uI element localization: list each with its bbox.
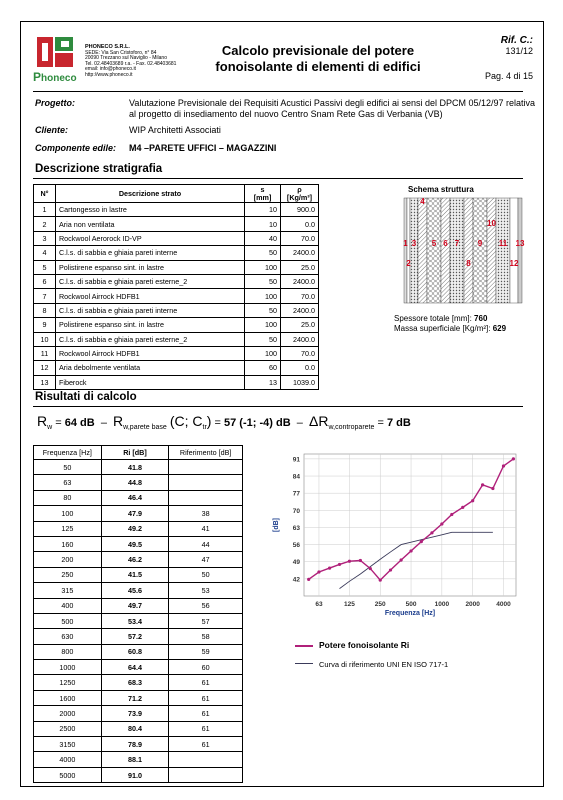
table-row [34, 246, 319, 260]
schema-layer-label: 3 [411, 239, 417, 248]
ri-chart [266, 448, 536, 618]
cell-rho: 25.0 [281, 260, 319, 274]
table-row [34, 660, 243, 675]
title-line: Calcolo previsionale del potere [221, 43, 415, 58]
cell-n: 9 [34, 318, 56, 332]
table-row [34, 552, 243, 567]
cell-s: 100 [245, 289, 281, 303]
table-row [34, 332, 319, 346]
cell-rif: 61 [169, 706, 243, 721]
y-axis-label: [dB] [273, 518, 280, 532]
col-desc: Descrizione strato [55, 185, 244, 203]
cell-n: 7 [34, 289, 56, 303]
table-row [34, 217, 319, 231]
x-tick-label: 125 [343, 601, 355, 608]
cell-rho: 70.0 [281, 346, 319, 360]
cliente-value: WIP Architetti Associati [129, 125, 221, 135]
cell-ri: 47.9 [101, 506, 169, 521]
schema-layer-label: 2 [406, 259, 411, 268]
cell-rho: 70.0 [281, 289, 319, 303]
cell-rho: 2400.0 [281, 303, 319, 317]
ri-data-point [491, 487, 494, 490]
cell-rif: 50 [169, 567, 243, 582]
company-line: http://www.phoneco.it [85, 71, 133, 78]
cell-rif: 61 [169, 721, 243, 736]
table-row [34, 583, 243, 598]
schema-layer-label: 7 [454, 239, 460, 248]
mass-value: 629 [492, 324, 507, 333]
schema-layer [418, 198, 427, 303]
cell-rho: 900.0 [281, 203, 319, 217]
table-row [34, 690, 243, 705]
ri-data-point [389, 568, 392, 571]
ri-data-point [512, 457, 515, 460]
componente-label: Componente edile: [35, 143, 117, 153]
col-rho [281, 185, 319, 203]
table-row [34, 274, 319, 288]
cell-rif [169, 752, 243, 767]
schema-layer [473, 198, 487, 303]
ri-data-point [328, 566, 331, 569]
thickness-row [394, 314, 506, 324]
cell-f: 80 [34, 490, 102, 505]
cell-f: 400 [34, 598, 102, 613]
cell-ri: 46.2 [101, 552, 169, 567]
cell-f: 63 [34, 475, 102, 490]
col-ri [101, 446, 169, 460]
cell-desc: C.l.s. di sabbia e ghiaia pareti interne [55, 246, 244, 260]
cell-rho: 0.0 [281, 361, 319, 375]
cell-f: 315 [34, 583, 102, 598]
cell-n: 3 [34, 231, 56, 245]
cell-s: 100 [245, 260, 281, 274]
legend-label-ref: Curva di riferimento UNI EN ISO 717-1 [319, 660, 449, 669]
cell-s: 60 [245, 361, 281, 375]
x-tick-label: 2000 [465, 601, 480, 608]
cell-rif [169, 490, 243, 505]
ri-data-point [420, 540, 423, 543]
table-row [34, 675, 243, 690]
col-freq: Frequenza [Hz] [34, 446, 102, 460]
schema-layer-label: 5 [431, 239, 437, 248]
componente-value: M4 –PARETE UFFICI – MAGAZZINI [129, 143, 277, 153]
cell-ri: 49.7 [101, 598, 169, 613]
schema-layer [450, 198, 464, 303]
cell-rho: 25.0 [281, 318, 319, 332]
cell-rif [169, 475, 243, 490]
cell-rif: 38 [169, 506, 243, 521]
progetto-row [35, 98, 535, 122]
reference-box [485, 35, 533, 82]
table-row [34, 644, 243, 659]
cell-f: 200 [34, 552, 102, 567]
y-tick-label: 70 [292, 507, 300, 515]
cell-s: 10 [245, 203, 281, 217]
cell-n: 1 [34, 203, 56, 217]
company-line: Tel. 02.48403689 r.a. - Fax. 02.48403681 [85, 60, 177, 67]
col-rho-label: ρ [297, 184, 302, 194]
y-tick-label: 49 [292, 559, 300, 567]
cell-n: 10 [34, 332, 56, 346]
table-row [34, 475, 243, 490]
col-s-unit: [mm] [253, 192, 272, 202]
cell-ri: 68.3 [101, 675, 169, 690]
cell-rif: 61 [169, 690, 243, 705]
structure-schema [398, 196, 528, 308]
cell-f: 2000 [34, 706, 102, 721]
table-row [34, 346, 319, 360]
schema-layer [410, 198, 418, 303]
ri-data-point [481, 483, 484, 486]
cell-ri: 45.6 [101, 583, 169, 598]
cell-ri: 91.0 [101, 767, 169, 782]
ri-data-point [317, 570, 320, 573]
rw-formula: $R_w = 64$ dB – $R_{w,parete base}$ (C; $C_{tr}) = 57$ (-1; -4) dB – $\Delta R_{w,controparete} = 7$ dB [37, 413, 411, 432]
y-tick-label: 42 [292, 576, 300, 584]
company-line: email: info@phoneco.it [85, 66, 136, 73]
legend-label-ri: Potere fonoisolante Ri [319, 640, 410, 650]
cell-f: 630 [34, 629, 102, 644]
col-ri-label: Ri [dB] [123, 448, 147, 457]
cell-ri: 41.8 [101, 460, 169, 475]
x-tick-label: 63 [315, 601, 323, 608]
schema-layer [510, 198, 518, 303]
cell-ri: 88.1 [101, 752, 169, 767]
table-row [34, 490, 243, 505]
schema-title: Schema struttura [408, 185, 474, 194]
cell-rho: 2400.0 [281, 246, 319, 260]
x-axis-label: Frequenza [Hz] [384, 610, 436, 617]
cliente-row [35, 125, 535, 137]
cell-ri: 46.4 [101, 490, 169, 505]
schema-layer [464, 198, 473, 303]
cell-ri: 71.2 [101, 690, 169, 705]
cell-f: 1000 [34, 660, 102, 675]
cell-rif [169, 767, 243, 782]
cell-desc: Aria debolmente ventilata [55, 361, 244, 375]
cell-f: 250 [34, 567, 102, 582]
cell-f: 2500 [34, 721, 102, 736]
x-tick-label: 500 [405, 601, 417, 608]
col-s-label: s [260, 184, 265, 194]
cell-rif: 56 [169, 598, 243, 613]
ri-data-point [307, 578, 310, 581]
progetto-value: Valutazione Previsionale dei Requisiti Acustici Passivi degli edifici ai sensi del DPCM 05/12/97 relativa al progetto di insediamento del nuovo Centro Snam Rete Gas di Verbania (VB) [129, 98, 536, 119]
cell-ri: 49.5 [101, 536, 169, 551]
cell-rif: 47 [169, 552, 243, 567]
cell-f: 800 [34, 644, 102, 659]
page-number: Pag. 4 di 15 [484, 71, 533, 81]
cell-rif: 61 [169, 675, 243, 690]
schema-layer-label: 13 [515, 239, 525, 248]
cell-rho: 70.0 [281, 231, 319, 245]
cell-s: 50 [245, 246, 281, 260]
cell-f: 100 [34, 506, 102, 521]
cell-rif: 57 [169, 613, 243, 628]
company-name: PHONECO S.R.L. [85, 44, 130, 50]
cell-desc: Aria non ventilata [55, 217, 244, 231]
cell-f: 1250 [34, 675, 102, 690]
cell-ri: 53.4 [101, 613, 169, 628]
ri-data-point [338, 563, 341, 566]
cell-n: 8 [34, 303, 56, 317]
cell-desc: C.l.s. di sabbia e ghiaia pareti esterne_2 [55, 274, 244, 288]
cell-desc: Rockwool Aerorock ID-VP [55, 231, 244, 245]
schema-layer-label: 10 [487, 219, 496, 228]
schema-layer [407, 198, 410, 303]
header [33, 35, 533, 90]
rw-base-value: 57 (-1; -4) dB [224, 417, 291, 429]
title-line: fonoisolante di elementi di edifici [215, 59, 421, 74]
cell-n: 5 [34, 260, 56, 274]
table-header-row [34, 446, 243, 460]
cell-ri: 60.8 [101, 644, 169, 659]
section-divider [33, 178, 523, 179]
table-row [34, 361, 319, 375]
ref-label: Rif. C.: [500, 35, 533, 46]
stratigrafia-title: Descrizione stratigrafia [35, 163, 163, 175]
legend-swatch-ref [295, 663, 313, 664]
cell-ri: 80.4 [101, 721, 169, 736]
cell-rho: 0.0 [281, 217, 319, 231]
structure-specs [394, 314, 506, 334]
schema-layer-label: 6 [443, 239, 448, 248]
table-row [34, 460, 243, 475]
cell-desc: Polistirene espanso sint. in lastre [55, 318, 244, 332]
company-line: 20090 Trezzano sul Naviglio - Milano [85, 55, 167, 62]
cell-n: 6 [34, 274, 56, 288]
table-row [34, 721, 243, 736]
cell-n: 11 [34, 346, 56, 360]
col-n: N° [34, 185, 56, 203]
cliente-label: Cliente: [35, 125, 69, 135]
cell-s: 50 [245, 303, 281, 317]
mass-label: Massa superficiale [Kg/m²]: [394, 324, 491, 333]
schema-layer [487, 198, 496, 303]
table-row [34, 521, 243, 536]
table-row [34, 375, 319, 389]
table-row [34, 706, 243, 721]
schema-layer [404, 198, 407, 303]
table-row [34, 598, 243, 613]
ri-data-point [400, 558, 403, 561]
table-header-row [34, 185, 319, 203]
risultati-title: Risultati di calcolo [35, 391, 137, 403]
cell-s: 40 [245, 231, 281, 245]
cell-rif: 41 [169, 521, 243, 536]
ri-data-point [409, 549, 412, 552]
cell-ri: 49.2 [101, 521, 169, 536]
cell-f: 5000 [34, 767, 102, 782]
ri-data-point [471, 499, 474, 502]
cell-ri: 41.5 [101, 567, 169, 582]
x-tick-label: 4000 [496, 601, 511, 608]
cell-s: 50 [245, 332, 281, 346]
cell-f: 3150 [34, 737, 102, 752]
mass-row [394, 324, 506, 334]
cell-ri: 78.9 [101, 737, 169, 752]
table-row [34, 767, 243, 782]
ri-data-point [502, 464, 505, 467]
cell-rif: 58 [169, 629, 243, 644]
cell-s: 50 [245, 274, 281, 288]
ri-data-point [359, 559, 362, 562]
y-tick-label: 84 [292, 473, 300, 481]
col-rho-unit: [Kg/m³] [286, 192, 313, 202]
cell-n: 13 [34, 375, 56, 389]
ref-value: 131/12 [505, 46, 533, 56]
ri-data-point [348, 560, 351, 563]
schema-layer-label: 8 [466, 259, 471, 268]
cell-rho: 2400.0 [281, 274, 319, 288]
x-tick-label: 1000 [434, 601, 450, 608]
cell-rif: 59 [169, 644, 243, 659]
cell-rho: 1039.0 [281, 375, 319, 389]
schema-layer [441, 198, 450, 303]
cell-desc: Rockwool Airrock HDFB1 [55, 289, 244, 303]
header-divider [33, 91, 523, 92]
cell-f: 50 [34, 460, 102, 475]
layers-table [33, 184, 319, 390]
table-row [34, 752, 243, 767]
table-row [34, 231, 319, 245]
ri-data-point [379, 578, 382, 581]
table-row [34, 203, 319, 217]
cell-ri: 57.2 [101, 629, 169, 644]
schema-layer-label: 9 [477, 239, 483, 248]
cell-f: 1600 [34, 690, 102, 705]
cell-rif: 61 [169, 737, 243, 752]
schema-layer-label: 12 [509, 259, 519, 268]
document-title [208, 43, 428, 75]
table-row [34, 567, 243, 582]
cell-s: 10 [245, 217, 281, 231]
y-tick-label: 77 [292, 490, 300, 498]
table-row [34, 506, 243, 521]
cell-desc: Fiberock [55, 375, 244, 389]
cell-desc: Cartongesso in lastre [55, 203, 244, 217]
ri-data-point [440, 522, 443, 525]
company-info [85, 45, 176, 79]
table-row [34, 289, 319, 303]
cell-rif: 60 [169, 660, 243, 675]
table-row [34, 260, 319, 274]
cell-rif: 44 [169, 536, 243, 551]
table-row [34, 303, 319, 317]
cell-desc: Polistirene espanso sint. in lastre [55, 260, 244, 274]
legend-swatch-ri [295, 645, 313, 647]
results-table [33, 445, 243, 783]
ri-data-point [450, 513, 453, 516]
cell-desc: C.l.s. di sabbia e ghiaia pareti interne [55, 303, 244, 317]
table-row [34, 629, 243, 644]
y-tick-label: 56 [292, 542, 300, 550]
componente-row [35, 143, 535, 155]
cell-f: 160 [34, 536, 102, 551]
cell-f: 4000 [34, 752, 102, 767]
cell-rif [169, 460, 243, 475]
cell-n: 4 [34, 246, 56, 260]
thickness-label: Spessore totale [mm]: [394, 314, 472, 323]
svg-text:P: P [33, 70, 42, 84]
cell-rho: 2400.0 [281, 332, 319, 346]
table-row [34, 536, 243, 551]
cell-s: 13 [245, 375, 281, 389]
ri-data-point [369, 567, 372, 570]
thickness-value: 760 [474, 314, 488, 323]
table-row [34, 737, 243, 752]
col-s [245, 185, 281, 203]
plot-area [304, 454, 516, 596]
rw-base-label: parete base [129, 424, 167, 432]
cell-s: 100 [245, 346, 281, 360]
col-rif: Riferimento [dB] [169, 446, 243, 460]
cell-f: 125 [34, 521, 102, 536]
schema-layer-label: 1 [403, 239, 408, 248]
delta-value: 7 dB [386, 417, 411, 429]
cell-n: 2 [34, 217, 56, 231]
cell-n: 12 [34, 361, 56, 375]
schema-layer [496, 198, 510, 303]
ri-data-point [461, 506, 464, 509]
schema-layer-label: 11 [498, 239, 508, 248]
schema-layer-label: 4 [420, 197, 425, 206]
cell-rif: 53 [169, 583, 243, 598]
table-row [34, 613, 243, 628]
cell-s: 100 [245, 318, 281, 332]
cell-desc: C.l.s. di sabbia e ghiaia pareti esterne_2 [55, 332, 244, 346]
rw-value: 64 dB [64, 417, 95, 429]
cell-ri: 44.8 [101, 475, 169, 490]
x-tick-label: 250 [374, 601, 386, 608]
progetto-label: Progetto: [35, 98, 75, 108]
schema-layer [518, 198, 522, 303]
phoneco-logo [33, 35, 83, 85]
cell-desc: Rockwool Airrock HDFB1 [55, 346, 244, 360]
table-row [34, 318, 319, 332]
y-tick-label: 91 [292, 456, 300, 464]
cell-ri: 73.9 [101, 706, 169, 721]
svg-text:honeco: honeco [41, 73, 77, 84]
section-divider [33, 406, 523, 407]
cell-f: 500 [34, 613, 102, 628]
ri-data-point [430, 531, 433, 534]
delta-label: controparete [335, 424, 375, 432]
y-tick-label: 63 [292, 524, 300, 532]
schema-layer [427, 198, 441, 303]
cell-ri: 64.4 [101, 660, 169, 675]
company-line: SEDE: Via San Cristoforo, n° 84 [85, 49, 157, 56]
